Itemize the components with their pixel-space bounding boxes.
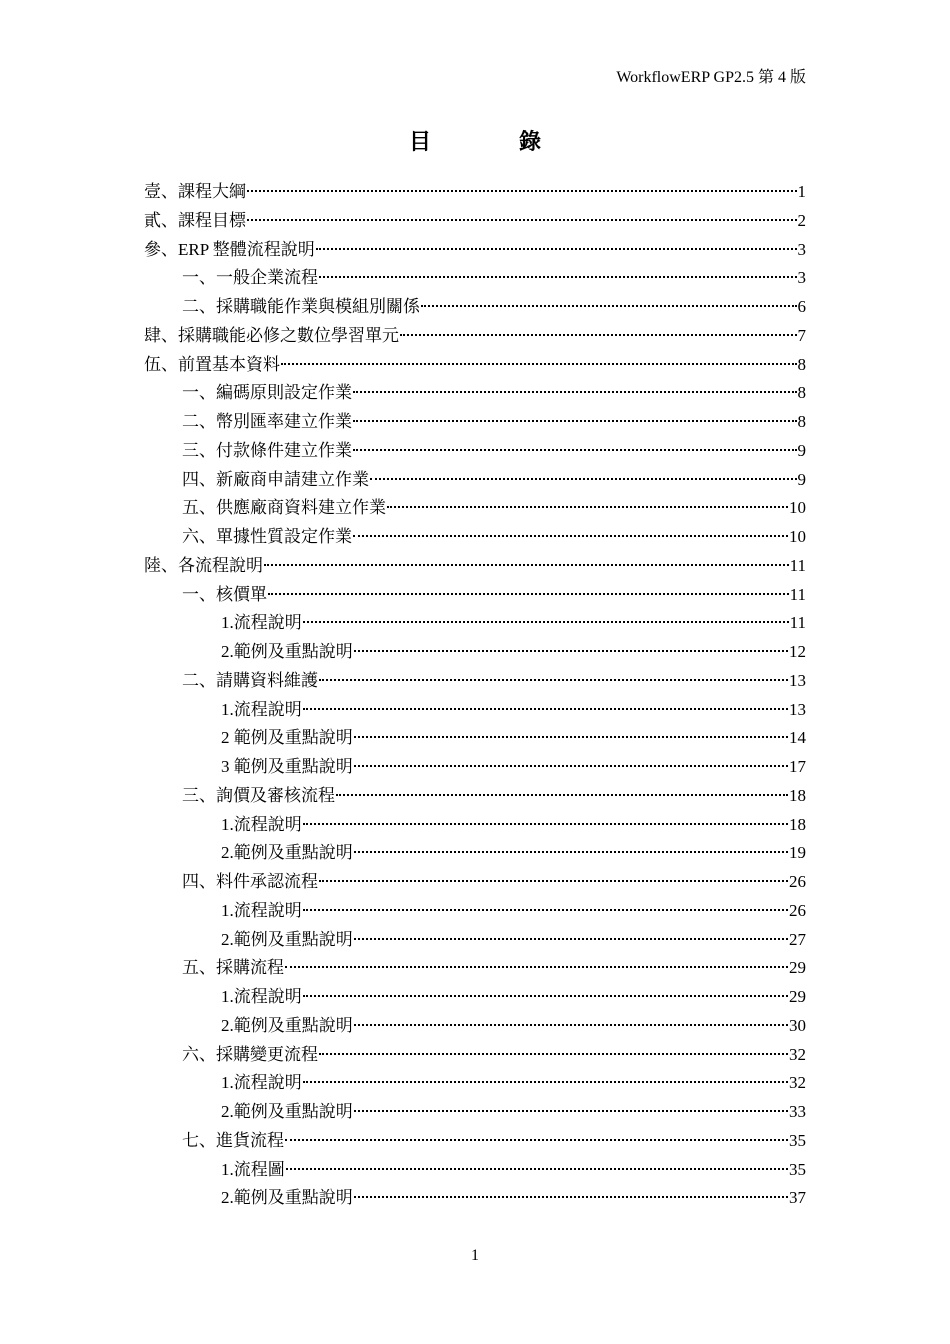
toc-entry-page: 1 [797, 182, 806, 201]
toc-leader-dots [303, 708, 788, 710]
toc-entry[interactable] [144, 523, 806, 552]
toc-leader-dots [316, 248, 797, 250]
toc-leader-dots [354, 1196, 788, 1198]
toc-leader-dots [353, 449, 797, 451]
toc-entry-page: 9 [797, 469, 806, 489]
toc-entry-page: 26 [789, 900, 806, 920]
page-number: 1 [471, 1247, 479, 1264]
toc-entry[interactable] [144, 1041, 806, 1070]
toc-entry[interactable] [144, 552, 806, 581]
toc-entry[interactable] [144, 494, 806, 523]
toc-entry-label: 1.流程說明 [221, 814, 302, 834]
toc-entry[interactable] [144, 351, 806, 380]
toc-entry-label: 一、編碼原則設定作業 [182, 383, 352, 403]
toc-entry-label: 二、請購資料維護 [182, 670, 318, 690]
toc-entry-page: 10 [789, 527, 806, 546]
toc-entry[interactable] [144, 207, 806, 236]
toc-leader-dots [353, 391, 797, 393]
toc-entry-label: 1.流程說明 [221, 699, 302, 719]
toc-entry-page: 9 [797, 440, 806, 460]
toc-entry[interactable] [144, 264, 806, 293]
toc-leader-dots [354, 650, 788, 652]
toc-entry-label: 三、詢價及審核流程 [182, 785, 335, 805]
toc-entry[interactable] [144, 782, 806, 811]
toc-entry-page: 8 [797, 354, 806, 374]
toc-entry-label: 五、採購流程 [182, 958, 284, 978]
toc-leader-dots [303, 1081, 788, 1083]
toc-entry-page: 35 [789, 1159, 806, 1179]
toc-leader-dots [286, 1168, 788, 1170]
toc-entry-label: 2.範例及重點說明 [221, 843, 353, 863]
toc-entry[interactable] [144, 696, 806, 725]
toc-entry-label: 伍、前置基本資料 [144, 354, 280, 374]
toc-leader-dots [303, 995, 788, 997]
toc-entry[interactable] [144, 1012, 806, 1041]
toc-entry-page: 12 [789, 642, 806, 661]
toc-leader-dots [319, 679, 788, 681]
toc-entry-page: 35 [789, 1130, 806, 1150]
toc-entry-page: 8 [797, 383, 806, 403]
toc-entry-page: 3 [797, 268, 806, 288]
toc-entry-label: 2.範例及重點說明 [221, 1015, 353, 1035]
toc-entry-label: 二、幣別匯率建立作業 [182, 412, 352, 431]
toc-entry-page: 3 [797, 239, 806, 259]
toc-entry-label: 七、進貨流程 [182, 1130, 284, 1150]
toc-entry-page: 13 [789, 670, 806, 690]
toc-entry[interactable] [144, 408, 806, 437]
toc-entry[interactable] [144, 236, 806, 265]
toc-entry-label: 1.流程圖 [221, 1159, 285, 1179]
toc-entry[interactable] [144, 1184, 806, 1213]
toc-entry[interactable] [144, 322, 806, 351]
toc-entry-label: 1.流程說明 [221, 900, 302, 920]
toc-entry-label: 貳、課程目標 [144, 210, 246, 230]
toc-entry-label: 六、採購變更流程 [182, 1044, 318, 1064]
toc-leader-dots [281, 363, 797, 365]
toc-entry-page: 11 [789, 584, 806, 604]
toc-entry-page: 18 [789, 785, 806, 805]
toc-entry-label: 3 範例及重點說明 [221, 757, 353, 776]
toc-entry-page: 32 [789, 1073, 806, 1093]
toc-entry-page: 8 [797, 412, 806, 431]
toc-entry-label: 參、ERP 整體流程說明 [144, 239, 315, 259]
toc-entry[interactable] [144, 437, 806, 466]
toc-entry-label: 2.範例及重點說明 [221, 1102, 353, 1121]
toc-leader-dots [354, 765, 788, 767]
page-header: WorkflowERP GP2.5 第 4 版 [616, 69, 806, 86]
toc-entry[interactable] [144, 954, 806, 983]
toc-entry-page: 30 [789, 1015, 806, 1035]
toc-entry-label: 四、料件承認流程 [182, 872, 318, 891]
toc-entry-label: 五、供應廠商資料建立作業 [182, 498, 386, 518]
toc-entry[interactable] [144, 753, 806, 782]
toc-entry[interactable] [144, 868, 806, 897]
toc-entry-page: 27 [789, 929, 806, 949]
toc-entry-label: 壹、課程大綱 [144, 182, 246, 201]
toc-leader-dots [303, 823, 788, 825]
toc-entry[interactable] [144, 178, 806, 207]
toc-entry-label: 一、一般企業流程 [182, 268, 318, 288]
toc-leader-dots [319, 880, 788, 882]
toc-entry[interactable] [144, 983, 806, 1012]
toc-entry-label: 1.流程說明 [221, 987, 302, 1006]
toc-entry[interactable] [144, 466, 806, 495]
toc-entry-page: 19 [789, 843, 806, 863]
toc-entry[interactable] [144, 724, 806, 753]
toc-leader-dots [264, 564, 789, 566]
toc-entry-label: 二、採購職能作業與模組別關係 [182, 297, 420, 316]
toc-entry-label: 2.範例及重點說明 [221, 929, 353, 949]
toc-entry-label: 2.範例及重點說明 [221, 1188, 353, 1208]
toc-entry[interactable] [144, 897, 806, 926]
toc-entry-label: 2.範例及重點說明 [221, 642, 353, 661]
toc-entry[interactable] [144, 839, 806, 868]
toc-leader-dots [268, 593, 789, 595]
toc-entry-page: 10 [789, 498, 806, 518]
toc-entry-page: 29 [789, 987, 806, 1006]
toc-entry-page: 33 [789, 1102, 806, 1121]
toc-entry[interactable] [144, 293, 806, 322]
toc-entry-page: 7 [797, 325, 806, 345]
toc-leader-dots [247, 190, 797, 192]
toc-entry-label: 四、新廠商申請建立作業 [182, 469, 369, 489]
toc-leader-dots [303, 909, 788, 911]
table-of-contents [144, 178, 806, 1213]
toc-entry-page: 11 [789, 613, 806, 633]
toc-entry-page: 26 [789, 872, 806, 891]
toc-leader-dots [354, 851, 788, 853]
toc-leader-dots [285, 966, 788, 968]
toc-leader-dots [353, 535, 788, 537]
toc-entry[interactable] [144, 1156, 806, 1185]
toc-entry[interactable] [144, 667, 806, 696]
toc-leader-dots [319, 276, 797, 278]
toc-entry[interactable] [144, 379, 806, 408]
toc-leader-dots [370, 478, 797, 480]
toc-leader-dots [353, 420, 797, 422]
toc-entry-page: 17 [789, 757, 806, 776]
toc-entry-page: 2 [797, 210, 806, 230]
toc-entry-page: 32 [789, 1044, 806, 1064]
toc-leader-dots [421, 305, 797, 307]
toc-entry[interactable] [144, 581, 806, 610]
toc-entry-label: 肆、採購職能必修之數位學習單元 [144, 325, 399, 345]
toc-entry-label: 陸、各流程說明 [144, 555, 263, 575]
toc-leader-dots [354, 736, 788, 738]
toc-entry-label: 1.流程說明 [221, 1073, 302, 1093]
toc-entry-page: 14 [789, 728, 806, 748]
toc-leader-dots [319, 1053, 788, 1055]
toc-entry-page: 6 [797, 297, 806, 316]
toc-entry-label: 一、核價單 [182, 584, 267, 604]
toc-entry[interactable] [144, 1069, 806, 1098]
toc-title: 目錄 [408, 129, 629, 154]
toc-leader-dots [354, 938, 788, 940]
toc-entry[interactable] [144, 1127, 806, 1156]
toc-entry-page: 18 [789, 814, 806, 834]
toc-entry-label: 1.流程說明 [221, 613, 302, 633]
toc-entry[interactable] [144, 1098, 806, 1127]
toc-leader-dots [354, 1110, 788, 1112]
toc-entry[interactable] [144, 638, 806, 667]
toc-entry-page: 37 [789, 1188, 806, 1208]
toc-leader-dots [247, 219, 797, 221]
toc-leader-dots [303, 621, 789, 623]
toc-entry[interactable] [144, 926, 806, 955]
toc-entry-label: 2 範例及重點說明 [221, 728, 353, 748]
toc-entry-page: 11 [789, 555, 806, 575]
toc-leader-dots [387, 506, 788, 508]
toc-entry-label: 三、付款條件建立作業 [182, 440, 352, 460]
toc-entry-page: 29 [789, 958, 806, 978]
toc-leader-dots [354, 1024, 788, 1026]
toc-entry-label: 六、單據性質設定作業 [182, 527, 352, 546]
toc-entry[interactable] [144, 811, 806, 840]
toc-leader-dots [285, 1139, 788, 1141]
toc-leader-dots [336, 794, 788, 796]
toc-entry-page: 13 [789, 699, 806, 719]
toc-entry[interactable] [144, 609, 806, 638]
toc-leader-dots [400, 334, 797, 336]
